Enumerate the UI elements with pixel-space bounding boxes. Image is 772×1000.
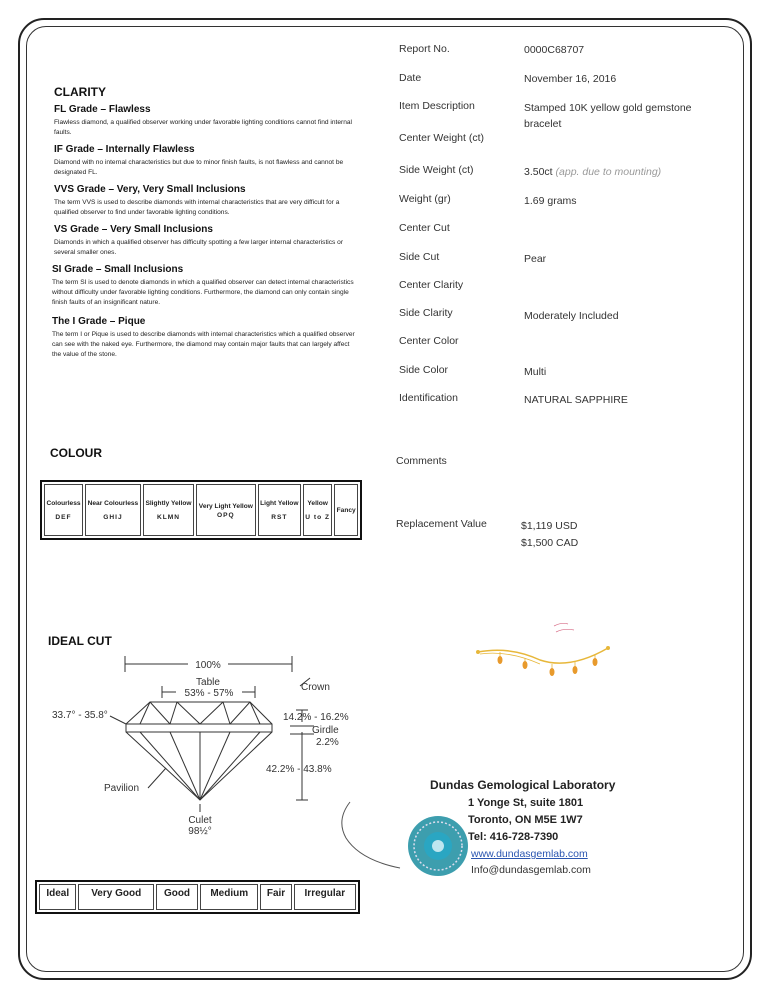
cut-crown-pct: 14.2% - 16.2% — [283, 712, 349, 723]
side-cut-value: Pear — [524, 253, 547, 265]
clarity-vs — [54, 224, 354, 258]
cut-table-range: 53% - 57% — [184, 688, 234, 699]
item-description-label: Item Description — [399, 100, 475, 112]
center-weight-label: Center Weight (ct) — [399, 132, 484, 144]
clarity-si-title: SI Grade – Small Inclusions — [52, 264, 184, 275]
identification-label: Identification — [399, 392, 458, 404]
bracelet-photo — [470, 612, 620, 692]
lab-address-2: Toronto, ON M5E 1W7 — [468, 814, 583, 826]
replacement-cad: $1,500 CAD — [521, 537, 579, 549]
clarity-vvs-text: The term VVS is used to describe diamonds with internal characteristics that are very difficult for a qualified observer to find under favorable lighting conditions. — [54, 199, 340, 216]
clarity-fl-title: FL Grade – Flawless — [54, 104, 151, 115]
clarity-fl — [54, 104, 354, 138]
cut-pavilion-pct: 42.2% - 43.8% — [266, 764, 332, 775]
clarity-i-text: The term I or Pique is used to describe diamonds with internal characteristics which a qualified observer can see with the naked eye. Furthermore, the diamond may contain major faults that can largely affect the value of the stone. — [52, 331, 355, 358]
date-value: November 16, 2016 — [524, 73, 617, 85]
lab-name: Dundas Gemological Laboratory — [430, 778, 616, 792]
clarity-si — [52, 264, 357, 308]
lab-address-1: 1 Yonge St, suite 1801 — [468, 797, 584, 809]
cut-grade-very-good: Very Good — [78, 884, 154, 910]
replacement-value-label: Replacement Value — [396, 518, 487, 530]
clarity-if-title: IF Grade – Internally Flawless — [54, 144, 195, 155]
lab-email: Info@dundasgemlab.com — [471, 864, 591, 876]
cut-grade-fair: Fair — [260, 884, 291, 910]
comments-label: Comments — [396, 455, 447, 467]
side-color-label: Side Color — [399, 364, 449, 376]
side-weight-value — [524, 164, 714, 180]
clarity-fl-text: Flawless diamond, a qualified observer working under favorable lighting conditions cannot find internal faults. — [54, 119, 352, 136]
cut-table-label: Table — [196, 677, 220, 688]
diamond-cut-diagram — [40, 650, 370, 840]
weight-value: 1.69 grams — [524, 195, 577, 207]
ideal-cut-heading: IDEAL CUT — [48, 634, 112, 648]
clarity-heading: CLARITY — [54, 85, 106, 99]
clarity-if-text: Diamond with no internal characteristics but due to minor finish faults, is not flawless and cannot be designated FL. — [54, 159, 344, 176]
clarity-if — [54, 144, 354, 178]
lab-website-link[interactable]: www.dundasgemlab.com — [471, 848, 588, 860]
report-no-value: 0000C68707 — [524, 44, 585, 56]
item-description-value: Stamped 10K yellow gold gemstone bracelet — [524, 102, 692, 130]
clarity-i-title: The I Grade – Pique — [52, 316, 146, 327]
clarity-vs-title: VS Grade – Very Small Inclusions — [54, 224, 213, 235]
cut-grade-good: Good — [156, 884, 198, 910]
side-weight-note: (app. due to mounting) — [555, 166, 662, 178]
side-cut-label: Side Cut — [399, 251, 440, 263]
lab-seal-icon — [340, 790, 470, 900]
center-cut-label: Center Cut — [399, 222, 450, 234]
colour-cell-light-yellow: Light Yellow RST — [258, 484, 301, 536]
side-clarity-label: Side Clarity — [399, 307, 453, 319]
cut-grade-irregular: Irregular — [294, 884, 356, 910]
clarity-i — [52, 316, 357, 360]
side-clarity-value: Moderately Included — [524, 310, 619, 322]
side-weight-number: 3.50ct — [524, 166, 553, 178]
cut-culet-label: Culet — [188, 815, 212, 826]
colour-cell-colourless: Colourless DEF — [44, 484, 83, 536]
cut-crown-angle: 33.7° - 35.8° — [52, 710, 108, 721]
clarity-si-text: The term SI is used to denote diamonds in which a qualified observer can detect internal characteristics without difficulty under favorable lighting conditions. Furthermore, the diamond can only contain single finish faults of an insignificant nature. — [52, 279, 354, 306]
identification-value: NATURAL SAPPHIRE — [524, 394, 628, 406]
colour-cell-near-colourless: Near Colourless GHIJ — [85, 484, 141, 536]
clarity-vvs — [54, 184, 354, 218]
lab-phone: Tel: 416-728-7390 — [468, 831, 559, 843]
cut-grade-ideal: Ideal — [39, 884, 76, 910]
report-no-label: Report No. — [399, 43, 450, 55]
colour-cell-fancy: Fancy — [334, 484, 358, 536]
colour-cell-very-light-yellow: Very Light Yellow OPQ — [196, 484, 256, 536]
colour-heading: COLOUR — [50, 446, 102, 460]
cut-girdle-label: Girdle — [312, 725, 339, 736]
replacement-usd: $1,119 USD — [521, 520, 578, 532]
cut-culet-pct: 98½° — [188, 826, 212, 837]
date-label: Date — [399, 72, 422, 84]
colour-scale-table — [40, 480, 362, 540]
center-clarity-label: Center Clarity — [399, 279, 464, 291]
center-color-label: Center Color — [399, 335, 459, 347]
cut-girdle-pct: 2.2% — [316, 737, 339, 748]
colour-cell-slightly-yellow: Slightly Yellow KLMN — [143, 484, 194, 536]
cut-crown-label: Crown — [301, 682, 330, 693]
colour-cell-yellow: Yellow U to Z — [303, 484, 332, 536]
cut-grade-medium: Medium — [200, 884, 258, 910]
cut-grade-table — [35, 880, 360, 914]
side-color-value: Multi — [524, 366, 547, 378]
cut-width-label: 100% — [195, 660, 221, 671]
side-weight-label: Side Weight (ct) — [399, 164, 474, 176]
weight-label: Weight (gr) — [399, 193, 451, 205]
cut-pavilion-label: Pavilion — [104, 783, 140, 794]
clarity-vs-text: Diamonds in which a qualified observer has difficulty spotting a few larger internal characteristics or several smaller ones. — [54, 239, 344, 256]
clarity-vvs-title: VVS Grade – Very, Very Small Inclusions — [54, 184, 246, 195]
